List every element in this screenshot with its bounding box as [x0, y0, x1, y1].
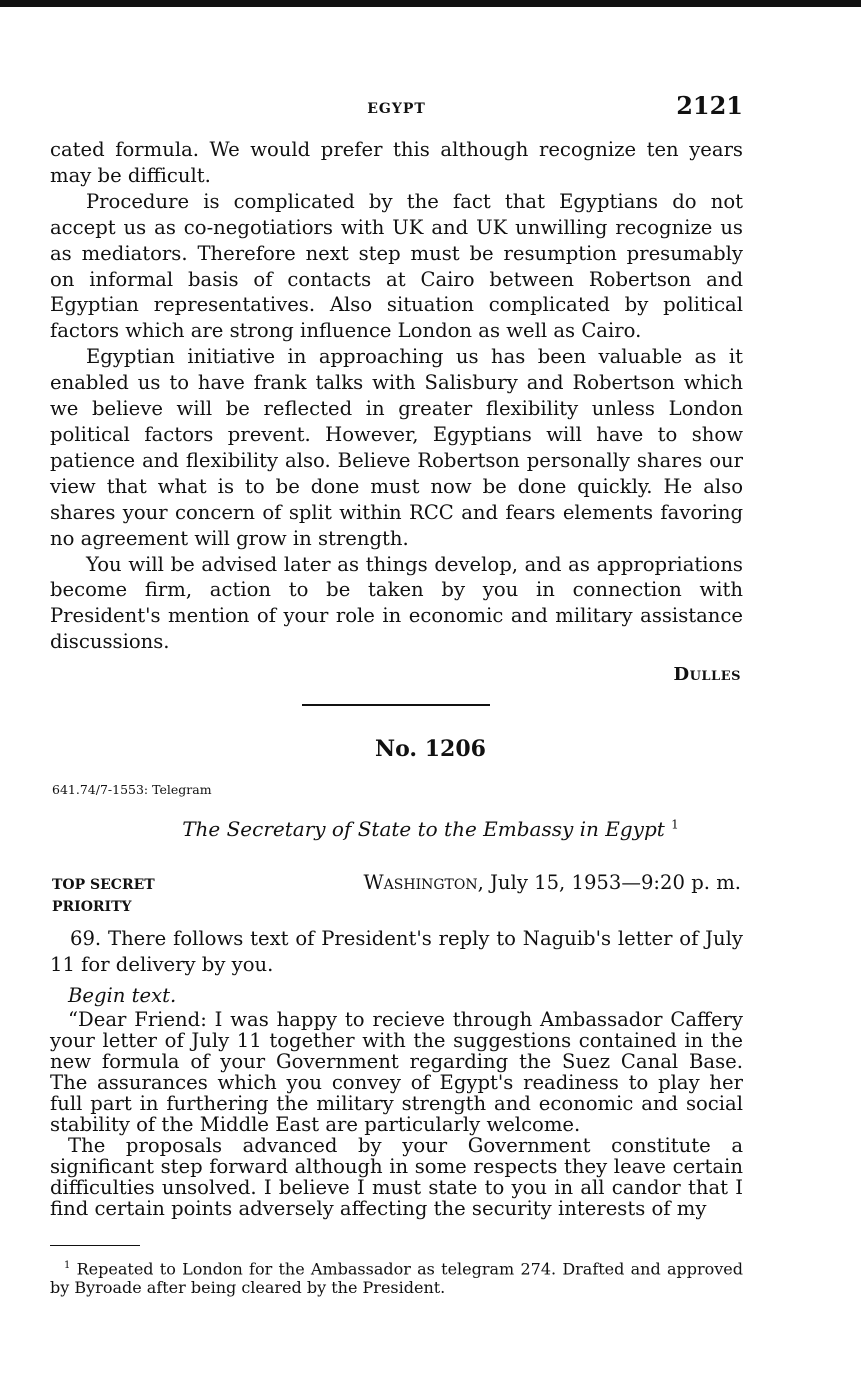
running-head [50, 91, 743, 127]
telegram-body [50, 926, 743, 1219]
precedence: PRIORITY [52, 899, 132, 915]
paragraph: “Dear Friend: I was happy to recieve through Ambassador Caffery your letter of July 11 together with the suggestions contained in the new formula of your Government regarding the Suez Canal Base. The assurances which you convey of Egypt's readiness to play her full part in furthering the military strength and economic and social stability of the Middle East are particularly welcome. [50, 1007, 743, 1136]
paragraph: Egyptian initiative in approaching us has been valuable as it enabled us to have frank talks with Salisbury and Robertson which we believe will be reflected in greater flexibility unless London political factors prevent. However, Egyptians will have to show patience and flexibility also. Believe Robertson personally shares our view that what is to be done must now be done quickly. He also shares your concern of split within RCC and fears elements favoring no agreement will grow in strength. [50, 345, 743, 550]
paragraph: cated formula. We would prefer this although recognize ten years may be difficult. [50, 138, 743, 187]
paragraph: 69. There follows text of President's reply to Naguib's letter of July 11 for delivery by you. [50, 927, 743, 976]
running-head-title: EGYPT [367, 101, 426, 117]
footnote-divider [50, 1245, 140, 1246]
signature: Dulles [673, 664, 741, 685]
paragraph: The proposals advanced by your Government constitute a significant step forward although in some respects they leave certain difficulties unsolved. I believe I must state to you in all candor that I find certain points adversely affecting the security interests of my [50, 1133, 743, 1220]
file-reference: 641.74/7-1553: Telegram [52, 782, 212, 797]
dateline-place: Washington, [363, 871, 484, 894]
footnote-text: Repeated to London for the Ambassador as telegram 274. Drafted and approved by Byroade after being cleared by the President. [50, 1259, 744, 1298]
dateline [364, 871, 741, 894]
paragraph: Procedure is complicated by the fact that Egyptians do not accept us as co-negotiatiors with UK and UK unwilling recognize us as mediators. Therefore next step must be resumption presumably on informal basis of contacts at Cairo between Robertson and Egyptian representatives. Also situation complicated by political factors which are strong influence London as well as Cairo. [50, 189, 743, 343]
letter-body-continuation [50, 137, 743, 655]
footnote [50, 1256, 743, 1297]
footnote-number: 1 [64, 1260, 71, 1271]
classification-block [52, 874, 155, 918]
page-number: 2121 [676, 91, 743, 120]
dateline-date: July 15, 1953—9:20 p. m. [490, 871, 741, 894]
begin-text-marker: Begin text. [68, 984, 177, 1007]
footnote-marker: 1 [671, 817, 679, 832]
classification: TOP SECRET [52, 877, 155, 893]
document-number: No. 1206 [375, 736, 486, 762]
section-divider [302, 704, 490, 706]
heading-text: The Secretary of State to the Embassy in Egypt [182, 817, 665, 841]
page-top-border [0, 0, 861, 7]
paragraph: You will be advised later as things develop, and as appropriations become firm, action to be taken by you in connection with President's mention of your role in economic and military assistance discussions. [50, 552, 743, 654]
document-heading [0, 817, 861, 841]
